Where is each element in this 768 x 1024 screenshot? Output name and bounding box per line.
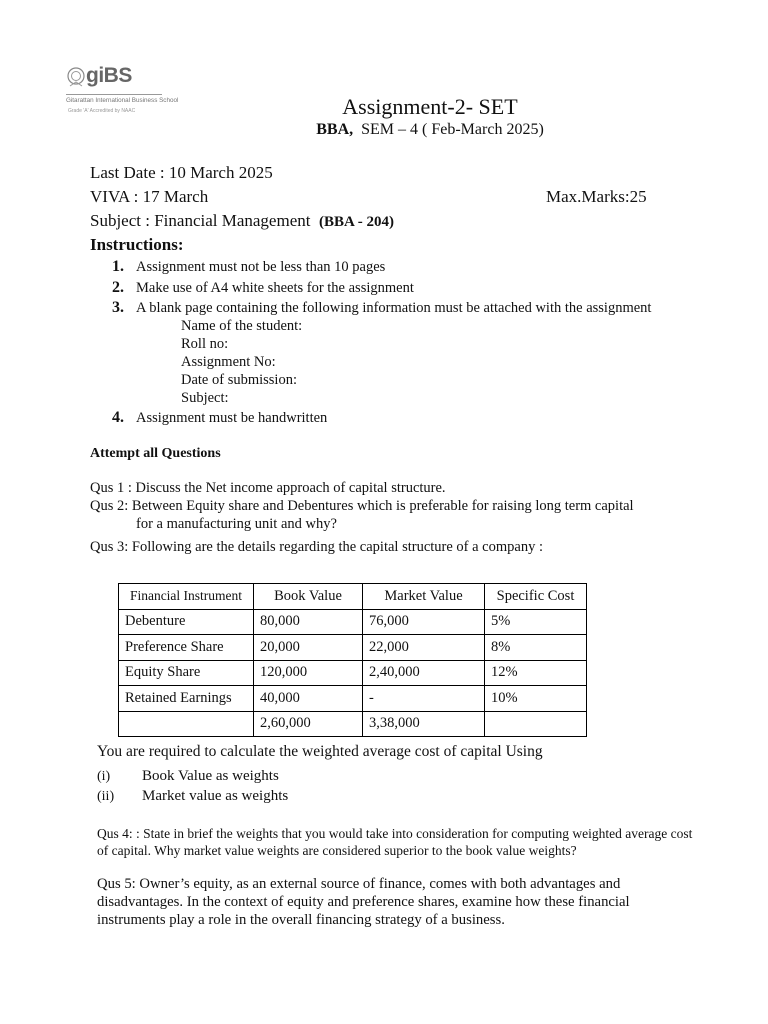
subject-name: Subject : Financial Management bbox=[90, 211, 311, 230]
table-cell: - bbox=[363, 686, 485, 712]
table-row bbox=[119, 660, 587, 686]
instruction-item bbox=[112, 299, 651, 317]
instruction-item bbox=[112, 409, 327, 427]
table-row bbox=[119, 635, 587, 661]
table-cell: 120,000 bbox=[254, 660, 363, 686]
question-3-option bbox=[97, 768, 279, 785]
table-cell: 80,000 bbox=[254, 609, 363, 635]
question-3: Qus 3: Following are the details regarding the capital structure of a company : bbox=[90, 539, 543, 555]
required-field: Date of submission: bbox=[181, 372, 297, 388]
table-row bbox=[119, 609, 587, 635]
table-cell: Equity Share bbox=[119, 660, 254, 686]
table-cell: 20,000 bbox=[254, 635, 363, 661]
table-total-row bbox=[119, 711, 587, 737]
required-field: Assignment No: bbox=[181, 354, 276, 370]
question-4: Qus 4: : State in brief the weights that you would take into consideration for computing weighted average cost of capital. Why market value weights are considered superior to the book value weights? bbox=[97, 826, 693, 858]
table-cell: 3,38,000 bbox=[363, 711, 485, 737]
question-2-continued: for a manufacturing unit and why? bbox=[136, 516, 337, 532]
table-cell: 10% bbox=[485, 686, 587, 712]
instruction-item bbox=[112, 258, 385, 276]
column-header: Market Value bbox=[363, 584, 485, 610]
question-3-option bbox=[97, 788, 288, 805]
table-cell: 76,000 bbox=[363, 609, 485, 635]
attempt-all-heading: Attempt all Questions bbox=[90, 446, 221, 461]
table-cell: 2,40,000 bbox=[363, 660, 485, 686]
question-3-requirement: You are required to calculate the weighted average cost of capital Using bbox=[97, 743, 543, 760]
option-number: (ii) bbox=[97, 789, 115, 804]
logo-school-name: Gitarattan International Business School bbox=[66, 94, 162, 104]
column-header: Specific Cost bbox=[485, 584, 587, 610]
instruction-text: Assignment must be handwritten bbox=[136, 410, 328, 426]
instruction-number: 2. bbox=[112, 279, 124, 296]
subject-code: (BBA - 204) bbox=[318, 214, 394, 230]
table-cell: 40,000 bbox=[254, 686, 363, 712]
option-text: Book Value as weights bbox=[142, 768, 279, 784]
instruction-item bbox=[112, 279, 414, 297]
max-marks: Max.Marks:25 bbox=[546, 187, 647, 206]
column-header: Book Value bbox=[254, 584, 363, 610]
question-2: Qus 2: Between Equity share and Debentures which is preferable for raising long term capital bbox=[90, 498, 634, 514]
logo-brand: giBS bbox=[86, 64, 132, 87]
required-field: Name of the student: bbox=[181, 318, 303, 334]
table-cell bbox=[119, 711, 254, 737]
table-cell: Preference Share bbox=[119, 635, 254, 661]
page-title: Assignment-2- SET bbox=[342, 94, 518, 119]
emblem-icon bbox=[66, 66, 86, 90]
table-cell bbox=[485, 711, 587, 737]
table-cell: 2,60,000 bbox=[254, 711, 363, 737]
instruction-number: 4. bbox=[112, 409, 124, 426]
table-cell: 5% bbox=[485, 609, 587, 635]
instructions-heading: Instructions: bbox=[90, 235, 184, 254]
table-header-row bbox=[119, 584, 587, 610]
question-5: Qus 5: Owner’s equity, as an external source of finance, comes with both advantages and disadvantages. In the context of equity and preference shares, examine how these financial instruments play a role in the overall financing strategy of a business. bbox=[97, 876, 630, 928]
page-subtitle bbox=[0, 121, 768, 139]
table-cell: Debenture bbox=[119, 609, 254, 635]
option-number: (i) bbox=[97, 769, 111, 784]
instruction-number: 3. bbox=[112, 299, 124, 316]
required-field: Roll no: bbox=[181, 336, 229, 352]
table-cell: Retained Earnings bbox=[119, 686, 254, 712]
table-cell: 12% bbox=[485, 660, 587, 686]
semester-label: SEM – 4 ( Feb-March 2025) bbox=[361, 121, 544, 138]
table-row bbox=[119, 686, 587, 712]
instruction-text: Make use of A4 white sheets for the assignment bbox=[136, 280, 414, 296]
capital-structure-table bbox=[118, 583, 587, 737]
column-header: Financial Instrument bbox=[119, 584, 254, 610]
question-1: Qus 1 : Discuss the Net income approach of capital structure. bbox=[90, 480, 446, 496]
instruction-text: A blank page containing the following information must be attached with the assignment bbox=[136, 300, 652, 316]
option-text: Market value as weights bbox=[142, 788, 289, 804]
last-date: Last Date : 10 March 2025 bbox=[90, 163, 273, 182]
instruction-number: 1. bbox=[112, 258, 124, 275]
program-label: BBA, bbox=[316, 121, 354, 138]
instruction-text: Assignment must not be less than 10 pages bbox=[136, 259, 386, 275]
table-cell: 8% bbox=[485, 635, 587, 661]
subject-line bbox=[90, 211, 394, 231]
logo-accreditation: Grade 'A' Accredited by NAAC bbox=[68, 108, 136, 114]
table-cell: 22,000 bbox=[363, 635, 485, 661]
required-field: Subject: bbox=[181, 390, 229, 406]
viva-date: VIVA : 17 March bbox=[90, 187, 209, 206]
